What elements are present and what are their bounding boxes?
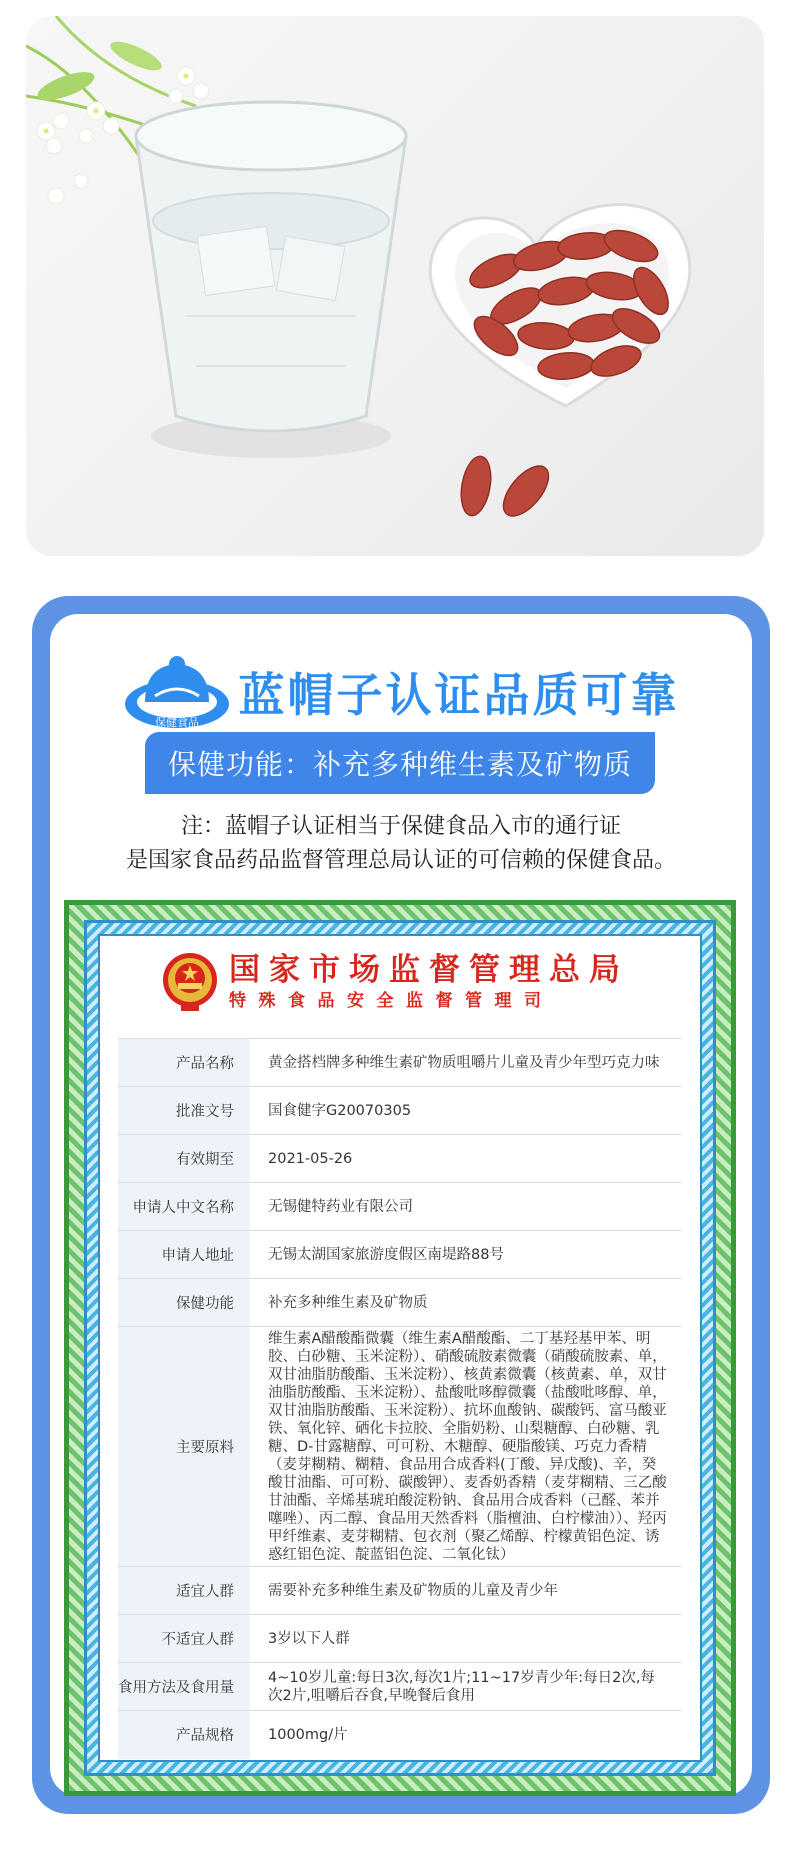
row-value: 2021-05-26 (250, 1135, 682, 1183)
table-row (118, 1711, 682, 1759)
certificate-paper (100, 936, 700, 1760)
blue-hat-logo-text: 保健食品 (154, 716, 199, 729)
row-key: 批准文号 (118, 1087, 250, 1135)
blue-hat-icon (123, 652, 231, 732)
row-key: 有效期至 (118, 1135, 250, 1183)
certificate-border (84, 920, 716, 1776)
certification-panel-inner (50, 614, 752, 1796)
row-key: 申请人地址 (118, 1231, 250, 1279)
national-emblem-icon (161, 951, 219, 1013)
row-key: 食用方法及食用量 (118, 1663, 250, 1711)
row-key: 保健功能 (118, 1279, 250, 1327)
row-key: 适宜人群 (118, 1567, 250, 1615)
agency-title-block (229, 951, 629, 1013)
table-row (118, 1327, 682, 1567)
row-value: 3岁以下人群 (250, 1615, 682, 1663)
agency-subtitle: 特殊食品安全监督管理司 (229, 991, 554, 1011)
row-key: 不适宜人群 (118, 1615, 250, 1663)
headline-row (50, 646, 752, 738)
row-value: 无锡太湖国家旅游度假区南堤路88号 (250, 1231, 682, 1279)
certificate-table (118, 1038, 682, 1759)
table-row (118, 1087, 682, 1135)
table-row (118, 1135, 682, 1183)
table-row (118, 1231, 682, 1279)
row-key: 产品名称 (118, 1039, 250, 1087)
table-row (118, 1039, 682, 1087)
note-line-1: 注：蓝帽子认证相当于保健食品入市的通行证 (180, 814, 621, 839)
agency-name: 国家市场监督管理总局 (229, 952, 629, 988)
row-key: 申请人中文名称 (118, 1183, 250, 1231)
row-value: 需要补充多种维生素及矿物质的儿童及青少年 (250, 1567, 682, 1615)
function-banner: 保健功能：补充多种维生素及矿物质 (145, 732, 655, 794)
water-glass-icon (136, 102, 406, 458)
table-row (118, 1615, 682, 1663)
headline: 蓝帽子认证品质可靠 (238, 668, 680, 722)
row-value: 4~10岁儿童:每日3次,每次1片;11~17岁青少年:每日2次,每次2片,咀嚼后吞食,早晚餐后食用 (250, 1663, 682, 1711)
row-key: 主要原料 (118, 1327, 250, 1567)
table-row (118, 1279, 682, 1327)
certification-panel (32, 596, 770, 1814)
row-value: 黄金搭档牌多种维生素矿物质咀嚼片儿童及青少年型巧克力味 (250, 1039, 682, 1087)
product-photo-illustration (26, 16, 764, 556)
product-photo (26, 16, 764, 556)
table-row (118, 1183, 682, 1231)
row-value: 补充多种维生素及矿物质 (250, 1279, 682, 1327)
row-value: 维生素A醋酸酯微囊（维生素A醋酸酯、二丁基羟基甲苯、明胶、白砂糖、玉米淀粉）、硝酸硫胺素微囊（硝酸硫胺素、单，双甘油脂肪酸酯、玉米淀粉）、核黄素微囊（核黄素、单，双甘油脂肪酸酯、玉米淀粉）、盐酸吡哆醇微囊（盐酸吡哆醇、单，双甘油脂肪酸酯、玉米淀粉）、抗坏血酸钠、碳酸钙、富马酸亚铁、氧化锌、硒化卡拉胶、全脂奶粉、山梨糖醇、白砂糖、乳糖、D-甘露糖醇、可可粉、木糖醇、硬脂酸镁、巧克力香精（麦芽糊精、糊精、食品用合成香料(丁酸、异戊酸)、辛，癸酸甘油酯、可可粉、碳酸钾）、麦香奶香精（麦芽糊精、三乙酸甘油酯、辛烯基琥珀酸淀粉钠、食品用合成香料（己醛、苯并噻唑）、丙二醇、食品用天然香料（脂檀油、白柠檬油））、羟丙甲纤维素、麦芽糊精、包衣剂（聚乙烯醇、柠檬黄铝色淀、诱惑红铝色淀、靛蓝铝色淀、二氧化钛） (250, 1327, 682, 1567)
table-row (118, 1567, 682, 1615)
certification-note (50, 810, 752, 878)
table-row (118, 1663, 682, 1711)
note-line-2: 是国家食品药品监督管理总局认证的可信赖的保健食品。 (125, 848, 676, 873)
row-value: 国食健字G20070305 (250, 1087, 682, 1135)
row-value: 1000mg/片 (250, 1711, 682, 1759)
row-value: 无锡健特药业有限公司 (250, 1183, 682, 1231)
row-key: 产品规格 (118, 1711, 250, 1759)
agency-header (118, 938, 682, 1026)
certificate-frame (64, 900, 736, 1796)
